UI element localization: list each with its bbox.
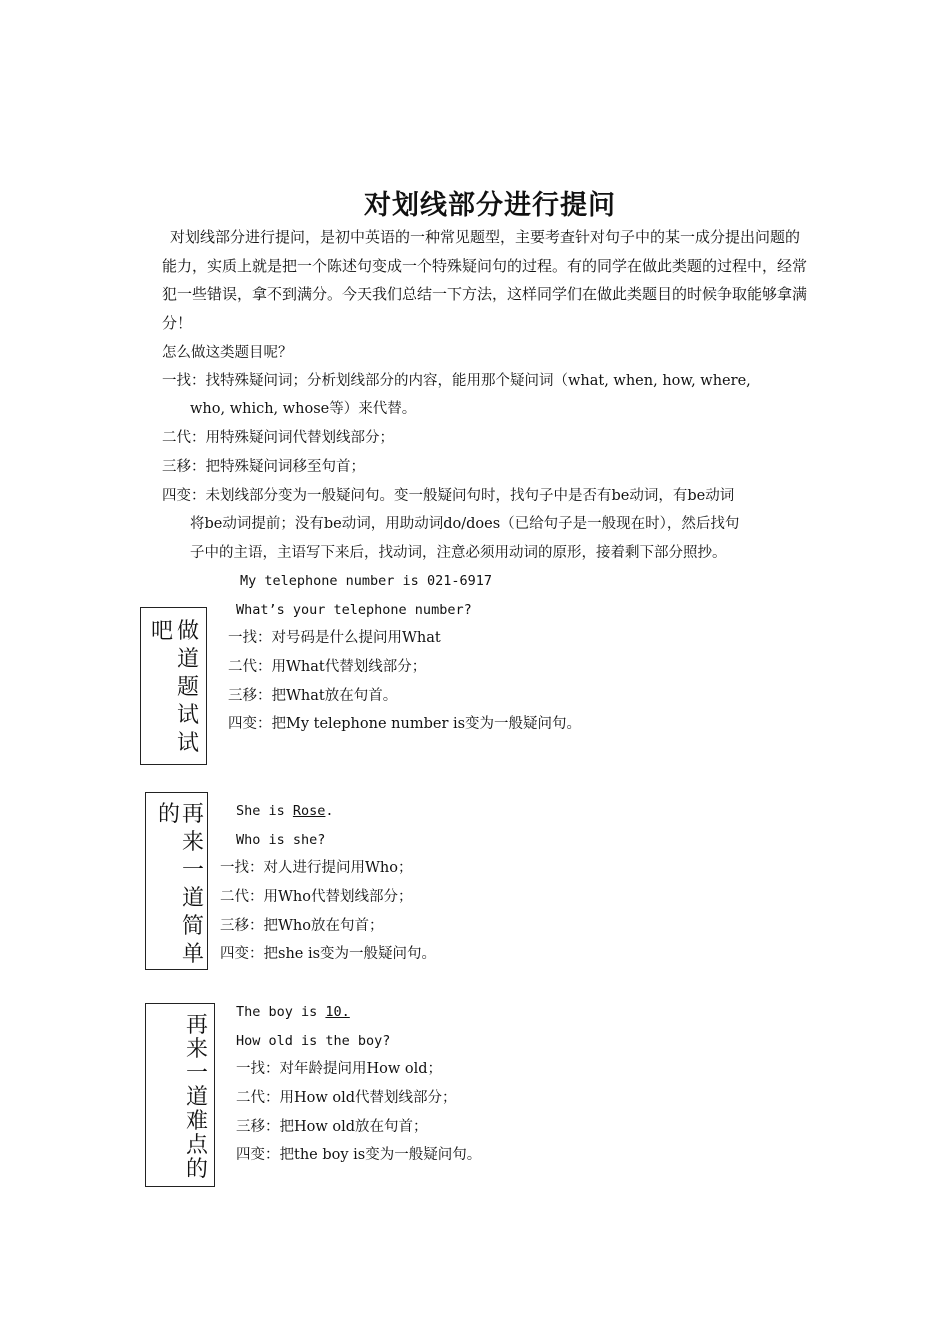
example3-label-char: 点 xyxy=(185,1133,208,1158)
example1-question: What’s your telephone number? xyxy=(236,602,472,618)
example1-step3: 三移：把What放在句首。 xyxy=(228,688,398,704)
example2-label-col1 xyxy=(156,801,182,829)
example1-label-char: 吧 xyxy=(150,619,173,644)
example1-step2: 二代：用What代替划线部分； xyxy=(228,659,427,675)
example2-sentence-text: She is xyxy=(236,803,293,819)
example2-step2: 二代：用Who代替划线部分； xyxy=(220,889,413,905)
page-title: 对划线部分进行提问 xyxy=(364,190,616,221)
example1-label-char: 题 xyxy=(176,675,199,700)
example1-sentence-underlined: 021-6917 xyxy=(426,573,492,589)
example1-label-col2 xyxy=(175,618,201,758)
example3-label-char: 难 xyxy=(185,1109,208,1134)
step3-line: 三移：把特殊疑问词移至句首； xyxy=(162,459,365,475)
example3-label-box xyxy=(145,1003,215,1187)
example1-label-char: 试 xyxy=(176,731,199,756)
step1-line-a: 一找：找特殊疑问词；分析划线部分的内容，能用那个疑问词（what, when, how, where, xyxy=(162,373,751,389)
example3-label-char: 来 xyxy=(185,1037,208,1062)
example1-label-char: 试 xyxy=(176,703,199,728)
example2-sentence xyxy=(236,801,334,821)
step2-line: 二代：用特殊疑问词代替划线部分； xyxy=(162,430,394,446)
example2-sentence-suffix: . xyxy=(325,803,334,819)
example2-label-char: 的 xyxy=(157,802,180,827)
example3-label-col xyxy=(184,1014,210,1182)
example3-step1: 一找：对年龄提问用How old； xyxy=(236,1061,443,1077)
example2-sentence-underlined: Rose xyxy=(292,803,326,819)
example3-sentence xyxy=(236,1002,350,1022)
example1-label-box xyxy=(140,607,207,765)
example1-step4: 四变：把My telephone number is变为一般疑问句。 xyxy=(228,716,582,732)
step4-line-a: 四变：未划线部分变为一般疑问句。变一般疑问句时，找句子中是否有be动词，有be动词 xyxy=(162,488,735,504)
example2-step3: 三移：把Who放在句首； xyxy=(220,918,384,934)
example3-question: How old is the boy? xyxy=(236,1033,391,1049)
example3-label-char: 道 xyxy=(185,1085,208,1110)
example1-sentence-text: My telephone number is xyxy=(240,573,427,589)
example3-sentence-underlined: 10. xyxy=(325,1004,350,1020)
step1-line-b: who, which, whose等）来代替。 xyxy=(190,401,417,417)
example2-label-char: 简 xyxy=(181,914,204,939)
method-question: 怎么做这类题目呢？ xyxy=(162,345,293,361)
example2-step4: 四变：把she is变为一般疑问句。 xyxy=(220,946,437,962)
example3-step2: 二代：用How old代替划线部分； xyxy=(236,1090,457,1106)
example2-label-char: 单 xyxy=(181,942,204,967)
example3-step3: 三移：把How old放在句首； xyxy=(236,1119,428,1135)
example2-label-char: 再 xyxy=(181,802,204,827)
example1-label-char: 道 xyxy=(176,647,199,672)
example2-question: Who is she? xyxy=(236,832,326,848)
example1-sentence xyxy=(240,571,492,591)
example3-step4: 四变：把the boy is变为一般疑问句。 xyxy=(236,1147,482,1163)
example2-label-box xyxy=(145,792,208,970)
example2-label-char: 一 xyxy=(181,858,204,883)
example1-label-col1 xyxy=(149,618,175,646)
intro-paragraph xyxy=(162,223,812,337)
example2-label-char: 来 xyxy=(181,830,204,855)
step4-line-b: 将be动词提前；没有be动词，用助动词do/does（已给句子是一般现在时），然后找句 xyxy=(190,516,740,532)
step4-line-c: 子中的主语，主语写下来后，找动词，注意必须用动词的原形，接着剩下部分照抄。 xyxy=(190,545,727,561)
example3-sentence-text: The boy is xyxy=(236,1004,326,1020)
example3-label-char: 再 xyxy=(185,1013,208,1038)
example1-label-char: 做 xyxy=(176,619,199,644)
example2-step1: 一找：对人进行提问用Who； xyxy=(220,860,413,876)
example2-label-col2 xyxy=(180,801,206,969)
example3-label-char: 的 xyxy=(185,1157,208,1182)
example3-label-char: 一 xyxy=(185,1061,208,1086)
example2-label-char: 道 xyxy=(181,886,204,911)
example1-step1: 一找：对号码是什么提问用What xyxy=(228,630,441,646)
intro-text: 对划线部分进行提问，是初中英语的一种常见题型，主要考查针对句子中的某一成分提出问题的能力，实质上就是把一个陈述句变成一个特殊疑问句的过程。有的同学在做此类题的过程中，经常犯一些错误，拿不到满分。今天我们总结一下方法，这样同学们在做此类题目的时候争取能够拿满分！ xyxy=(162,228,808,332)
